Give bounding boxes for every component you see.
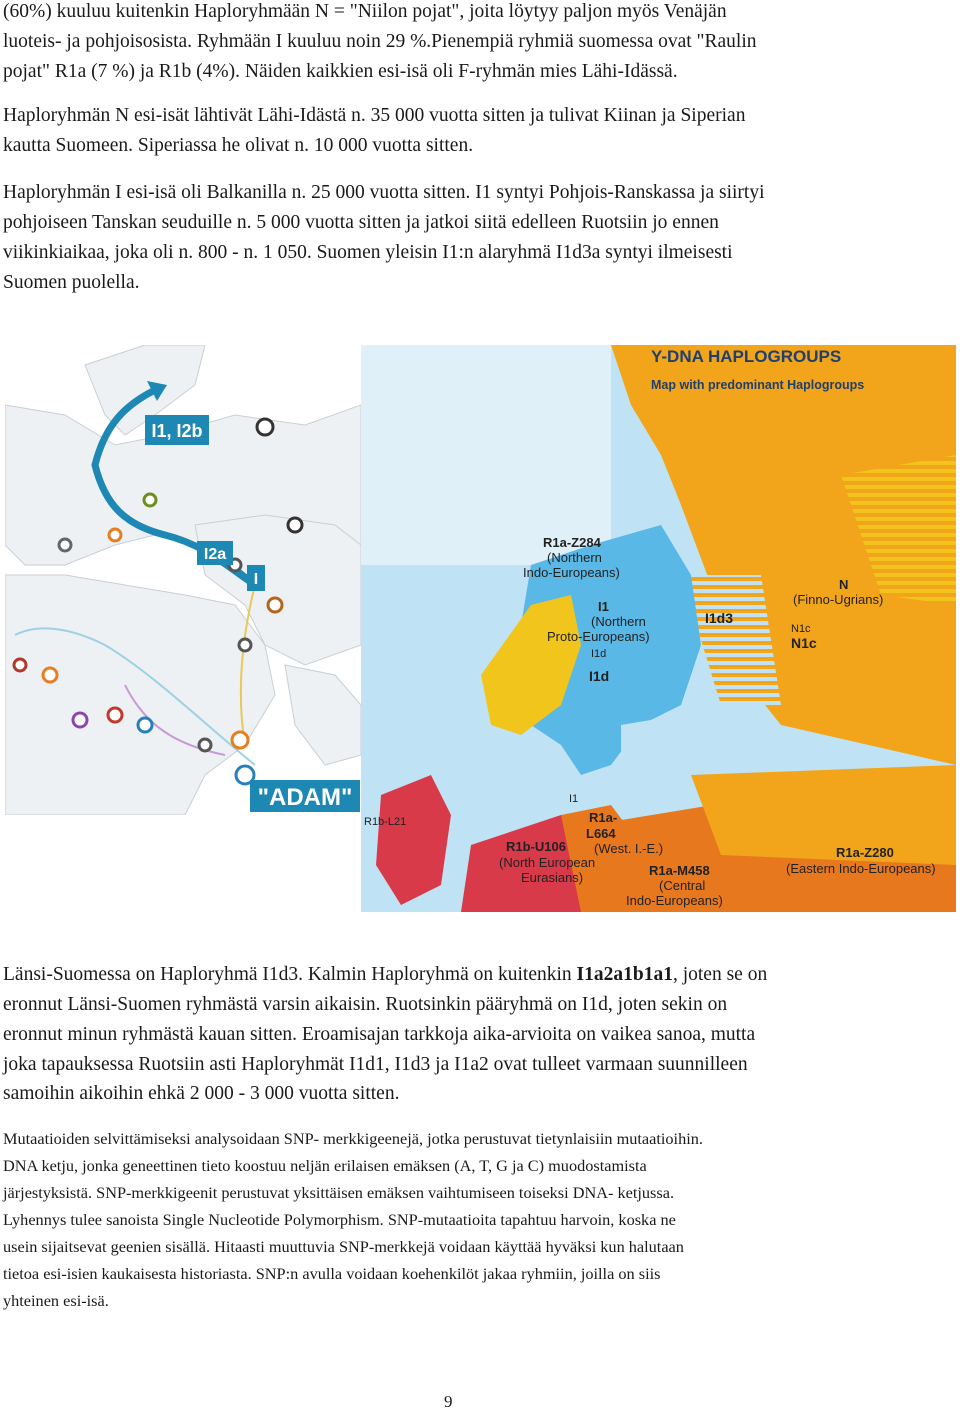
body-text-line: tietoa esi-isien kaukaisesta historiasta. SNP:n avulla voidaan koehenkilöt jakaa ryhmiin, joilla on siis (3, 1264, 661, 1283)
haplogroup-kalmi: I1a2a1b1a1 (576, 964, 673, 985)
svg-text:(North European: (North European (499, 855, 596, 870)
location-marker-icon (288, 518, 302, 532)
label-r1b-l21: R1b-L21 (364, 816, 407, 828)
label-i: I (253, 571, 259, 588)
svg-text:R1a-: R1a- (589, 810, 618, 825)
body-text-line: yhteinen esi-isä. (3, 1291, 109, 1310)
location-marker-icon (109, 529, 121, 541)
label-i1d3: I1d3 (705, 610, 734, 626)
body-text-line: luoteis- ja pohjoisosista. Ryhmään I kuuluu noin 29 %.Pienempiä ryhmiä suomessa ovat "Raulin (3, 31, 757, 52)
body-text-line: Lyhennys tulee sanoista Single Nucleotide Polymorphism. SNP-mutaatioita tapahtuu harvoin, koska ne (3, 1210, 676, 1229)
svg-text:R1a-Z284: R1a-Z284 (543, 535, 601, 550)
location-marker-icon (239, 639, 251, 651)
location-marker-icon (257, 419, 273, 435)
location-marker-icon (59, 539, 71, 551)
svg-text:L664: L664 (586, 826, 616, 841)
label-i2a: I2a (203, 546, 227, 563)
migration-route-map (5, 345, 361, 815)
label-adam: "ADAM" (257, 784, 353, 811)
text-segment: , joten se on (672, 964, 768, 985)
map-title: Y-DNA HAPLOGROUPS (651, 347, 842, 366)
body-text-line: viikinkiaikaa, joka oli n. 800 - n. 1 050. Suomen yleisin I1:n alaryhmä I1d3a syntyi ilmeisesti (3, 242, 733, 263)
location-marker-icon (108, 708, 122, 722)
label-i1-i2b: I1, I2b (151, 421, 203, 441)
location-marker-icon (138, 718, 152, 732)
location-marker-icon (73, 713, 87, 727)
body-text-line: järjestyksistä. SNP-merkkigeenit perustuvat yksittäisen emäksen vaihtumiseen toiseksi DNA- ketjussa. (3, 1183, 675, 1202)
label-n1c: N1c (791, 635, 817, 651)
location-marker-icon (268, 598, 282, 612)
svg-text:Proto-Europeans): Proto-Europeans) (547, 629, 650, 644)
svg-text:Indo-Europeans): Indo-Europeans) (523, 565, 620, 580)
body-text-line: samoihin aikoihin ehkä 2 000 - 3 000 vuotta sitten. (3, 1083, 400, 1104)
svg-text:(Eastern Indo-Europeans): (Eastern Indo-Europeans) (786, 861, 936, 876)
body-text-line: Mutaatioiden selvittämiseksi analysoidaan SNP- merkkigeenejä, jotka perustuvat tietynlaisiin mutaatioihin. (3, 1129, 703, 1148)
svg-text:(Northern: (Northern (591, 614, 646, 629)
body-text-line (3, 960, 767, 990)
body-text-line: eronnut Länsi-Suomen ryhmästä varsin aikaisin. Ruotsinkin pääryhmä on I1d, joten sekin on (3, 994, 728, 1015)
svg-text:I1: I1 (598, 599, 609, 614)
location-marker-icon (232, 732, 248, 748)
svg-text:(Northern: (Northern (547, 550, 602, 565)
body-text-line: Suomen puolella. (3, 272, 140, 293)
svg-text:R1a-Z280: R1a-Z280 (836, 845, 894, 860)
body-text-line: Haploryhmän I esi-isä oli Balkanilla n. 25 000 vuotta sitten. I1 syntyi Pohjois-Ranskassa ja siirtyi (3, 182, 765, 203)
label-i1-south: I1 (569, 793, 579, 805)
label-n1c-small: N1c (791, 623, 811, 635)
body-text-line: DNA ketju, jonka geneettinen tieto koostuu neljän erilaisen emäksen (A, T, G ja C) muodostamista (3, 1156, 647, 1175)
body-text-line: pojat" R1a (7 %) ja R1b (4%). Näiden kaikkien esi-isä oli F-ryhmän mies Lähi-Idässä. (3, 61, 678, 82)
location-marker-icon (14, 659, 26, 671)
body-text-line: eronnut minun ryhmästä kauan sitten. Eroamisajan tarkkoja aika-arvioita on vaikea sanoa, mutta (3, 1024, 756, 1045)
svg-text:Eurasians): Eurasians) (521, 870, 584, 885)
location-marker-icon (43, 668, 57, 682)
body-text-line: joka tapauksessa Ruotsiin asti Haploryhmät I1d1, I1d3 ja I1a2 ovat tulleet varmaan suunnilleen (3, 1054, 748, 1075)
location-marker-icon (144, 494, 156, 506)
svg-text:R1b-U106: R1b-U106 (506, 839, 566, 854)
location-marker-icon (199, 739, 211, 751)
page-number: 9 (444, 1392, 453, 1411)
svg-text:(West. I.-E.): (West. I.-E.) (594, 841, 664, 856)
svg-text:I1d: I1d (591, 648, 607, 660)
body-text-line: kautta Suomeen. Siperiassa he olivat n. 10 000 vuotta sitten. (3, 135, 474, 156)
body-text-line: Haploryhmän N esi-isät lähtivät Lähi-Idästä n. 35 000 vuotta sitten ja tulivat Kiinan ja Siperian (3, 105, 746, 126)
svg-text:Indo-Europeans): Indo-Europeans) (626, 893, 723, 908)
map-subtitle: Map with predominant Haplogroups (651, 378, 865, 392)
text-segment: Länsi-Suomessa on Haploryhmä I1d3. Kalmin Haploryhmä on kuitenkin (3, 964, 577, 985)
label-i1d: I1d (589, 668, 610, 684)
svg-text:(Finno-Ugrians): (Finno-Ugrians) (793, 592, 884, 607)
y-dna-haplogroup-map (361, 345, 956, 912)
svg-text:(Central: (Central (659, 878, 706, 893)
body-text-line: (60%) kuuluu kuitenkin Haploryhmään N = "Niilon pojat", joita löytyy paljon myös Venäjän (3, 1, 727, 22)
svg-text:R1a-M458: R1a-M458 (649, 863, 710, 878)
svg-text:N: N (839, 577, 849, 592)
body-text-line: usein sijaitsevat geenien sisällä. Hitaasti muuttuvia SNP-merkkejä voidaan käyttää hyväksi kun halutaan (3, 1237, 684, 1256)
body-text-line: pohjoiseen Tanskan seuduille n. 5 000 vuotta sitten ja jatkoi siitä edelleen Ruotsiin jo ennen (3, 212, 719, 233)
